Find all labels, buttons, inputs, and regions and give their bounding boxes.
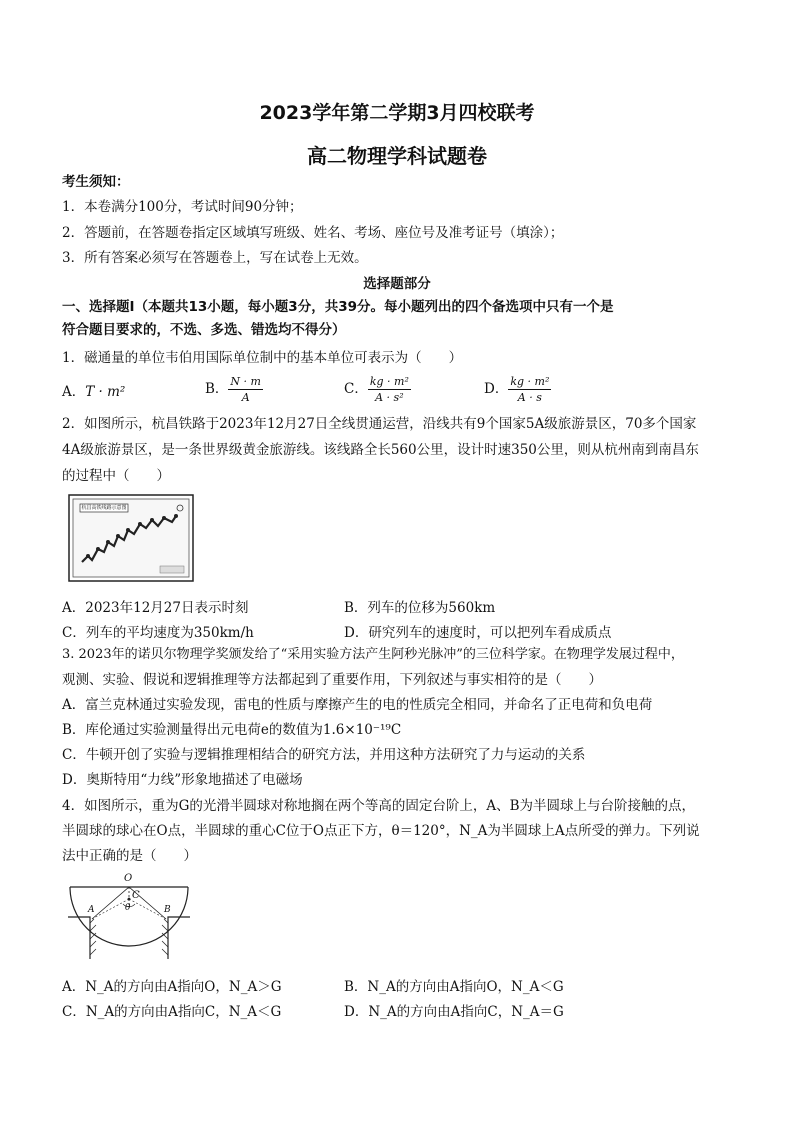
q4-option-b: B．N_A的方向由A指向O，N_A＜G [344,979,564,995]
exam-subtitle: 高二物理学科试题卷 [307,144,487,168]
q1-option-b-fraction [228,374,263,405]
label-a: A [88,905,95,915]
q1-option-a-expr: T · m² [85,384,126,400]
q1-option-b [205,374,263,405]
q4-stem-line-2: 半圆球的球心在O点，半圆球的重心C位于O点正下方，θ＝120°，N_A为半圆球上A点所受的弹力。下列说 [62,823,700,839]
q3-option-d: D．奥斯特用“力线”形象地描述了电磁场 [62,772,303,788]
q4-option-c: C．N_A的方向由A指向C，N_A＜G [62,1004,282,1020]
q1-option-d-label: D． [484,381,509,397]
q3-stem-line-2: 观测、实验、假说和逻辑推理等方法都起到了重要作用，下列叙述与事实相符的是（ ） [62,672,602,688]
q3-option-b: B．库伦通过实验测量得出元电荷e的数值为1.6×10⁻¹⁹C [62,722,402,738]
q2-stem-line-2: 4A级旅游景区，是一条世界级黄金旅游线。该线路全长560公里，设计时速350公里，则从杭州南到南昌东 [62,442,699,458]
q1-option-c-denominator: A · s² [375,391,404,404]
label-b: B [164,905,171,915]
section-instructions-1: 一、选择题Ⅰ（本题共13小题，每小题3分，共39分。每小题列出的四个备选项中只有一个是 [62,299,614,315]
q3-option-a: A．富兰克林通过实验发现，雷电的性质与摩擦产生的电的性质完全相同，并命名了正电荷和负电荷 [62,697,653,713]
notice-heading: 考生须知： [62,174,130,190]
q1-option-c [344,374,411,405]
q1-option-d-denominator: A · s [517,391,542,404]
q1-option-c-label: C． [344,381,368,397]
label-c: C [132,890,140,901]
notice-item-1: 1．本卷满分100分，考试时间90分钟； [62,199,303,215]
q1-stem: 1．磁通量的单位韦伯用国际单位制中的基本单位可表示为（ ） [62,350,463,366]
notice-item-2: 2．答题前，在答题卷指定区域填写班级、姓名、考场、座位号及准考证号（填涂）； [62,225,564,241]
q1-option-a [62,380,125,400]
railway-map-figure [68,494,194,582]
label-theta: θ [125,903,131,913]
railway-map-title: 杭昌高铁线路示意图 [81,505,127,511]
q4-stem-line-3: 法中正确的是（ ） [62,848,197,864]
q1-option-c-numerator: kg · m² [369,375,409,388]
notice-item-3: 3．所有答案必须写在答题卷上，写在试卷上无效。 [62,250,368,266]
q1-option-d [484,374,551,405]
q4-stem-line-1: 4．如图所示，重为G的光滑半圆球对称地搁在两个等高的固定台阶上，A、B为半圆球上与台阶接触的点， [62,798,696,814]
q1-option-b-numerator: N · m [230,375,261,388]
q3-stem-line-1: 3. 2023年的诺贝尔物理学奖颁发给了“采用实验方法产生阿秒光脉冲”的三位科学家。在物理学发展过程中， [62,647,684,662]
q2-option-a: A．2023年12月27日表示时刻 [62,600,249,616]
exam-title: 2023学年第二学期3月四校联考 [259,102,535,124]
q2-option-c: C．列车的平均速度为350km/h [62,625,254,641]
q4-option-a: A．N_A的方向由A指向O，N_A＞G [62,979,282,995]
q2-option-d: D．研究列车的速度时，可以把列车看成质点 [344,625,612,641]
q4-option-d: D．N_A的方向由A指向C，N_A＝G [344,1004,564,1020]
q2-stem-line-1: 2．如图所示，杭昌铁路于2023年12月27日全线贯通运营，沿线共有9个国家5A级旅游景区，70多个国家 [62,416,697,432]
q1-option-b-denominator: A [241,391,250,404]
q1-option-b-label: B． [205,381,229,397]
section-title: 选择题部分 [363,276,431,292]
q1-option-c-fraction [368,374,411,405]
q2-option-b: B．列车的位移为560km [344,600,496,616]
hemisphere-figure [66,873,192,961]
q2-stem-line-3: 的过程中（ ） [62,468,170,484]
q1-option-d-fraction [508,374,551,405]
label-o: O [124,873,133,884]
hemisphere-graphic [66,873,192,961]
section-instructions-2: 符合题目要求的，不选、多选、错选均不得分） [62,322,346,338]
q1-option-a-label: A． [62,384,86,400]
q3-option-c: C．牛顿开创了实验与逻辑推理相结合的研究方法，并用这种方法研究了力与运动的关系 [62,747,586,763]
q1-option-d-numerator: kg · m² [510,375,550,388]
